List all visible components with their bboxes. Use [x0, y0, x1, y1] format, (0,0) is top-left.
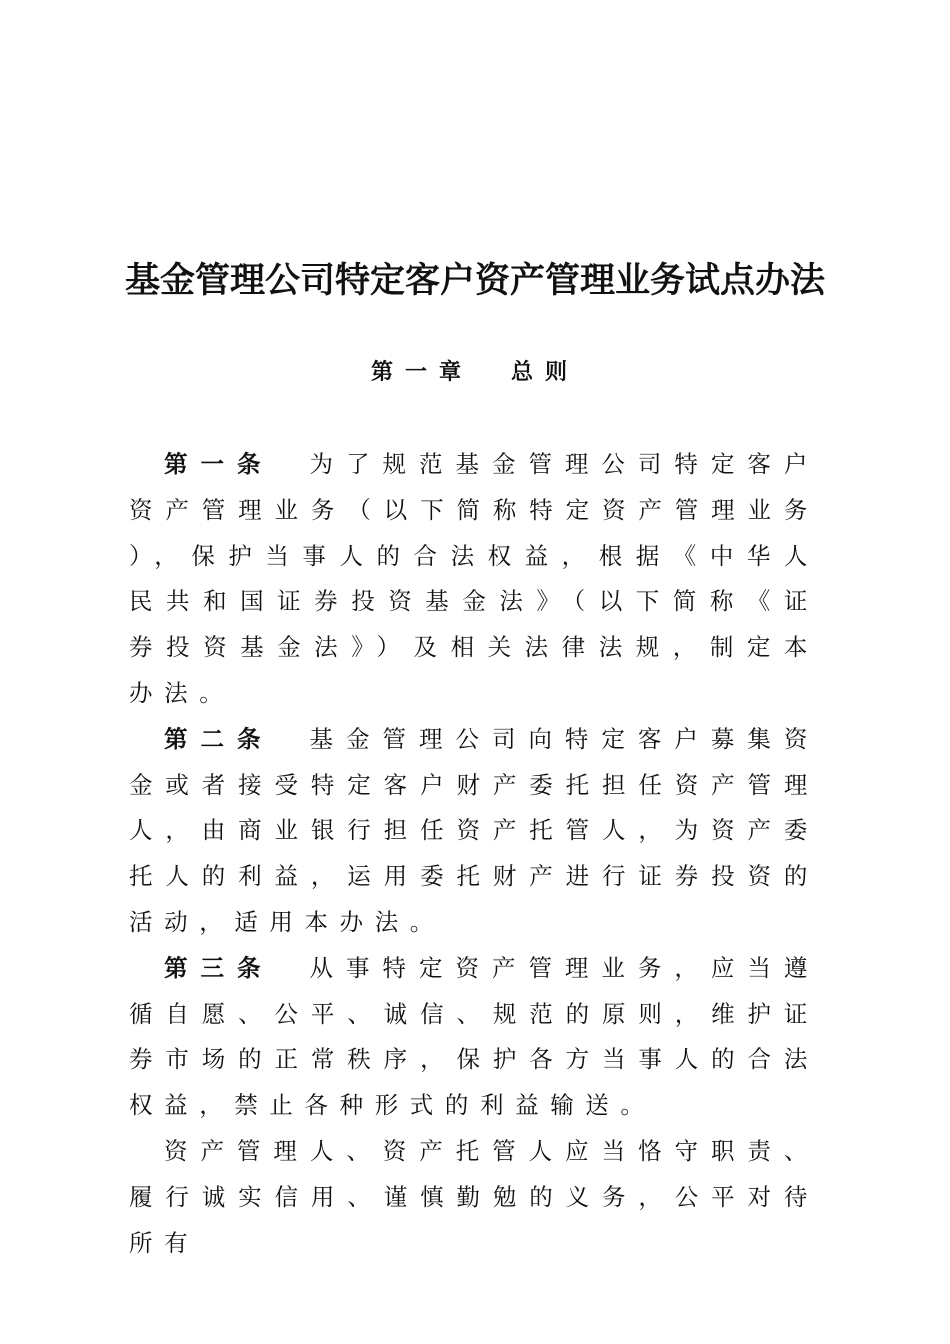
article-label: 第二条	[164, 724, 274, 753]
article-label: 第三条	[164, 953, 274, 982]
chapter-name: 总则	[511, 360, 580, 385]
article-3	[129, 946, 819, 1129]
article-text: 基金管理公司向特定客户募集资金或者接受特定客户财产委托担任资产管理人，由商业银行担任资产托管人，为资产委托人的利益，运用委托财产进行证券投资的活动，适用本办法。	[129, 724, 819, 936]
article-text: 为了规范基金管理公司特定客户资产管理业务（以下简称特定资产管理业务），保护当事人的合法权益，根据《中华人民共和国证券投资基金法》（以下简称《证券投资基金法》）及相关法律法规，制定本办法。	[129, 450, 819, 707]
article-text: 从事特定资产管理业务，应当遵循自愿、公平、诚信、规范的原则，维护证券市场的正常秩序，保护各方当事人的合法权益，禁止各种形式的利益输送。	[129, 953, 819, 1120]
continuation-paragraph: 资产管理人、资产托管人应当恪守职责、履行诚实信用、谨慎勤勉的义务，公平对待所有	[129, 1136, 819, 1257]
article-label: 第一条	[164, 450, 274, 478]
article-2	[129, 717, 819, 946]
document-body	[129, 442, 819, 1266]
article-1	[129, 442, 819, 717]
chapter-number: 第一章	[371, 360, 474, 385]
document-title: 基金管理公司特定客户资产管理业务试点办法	[124, 260, 825, 301]
